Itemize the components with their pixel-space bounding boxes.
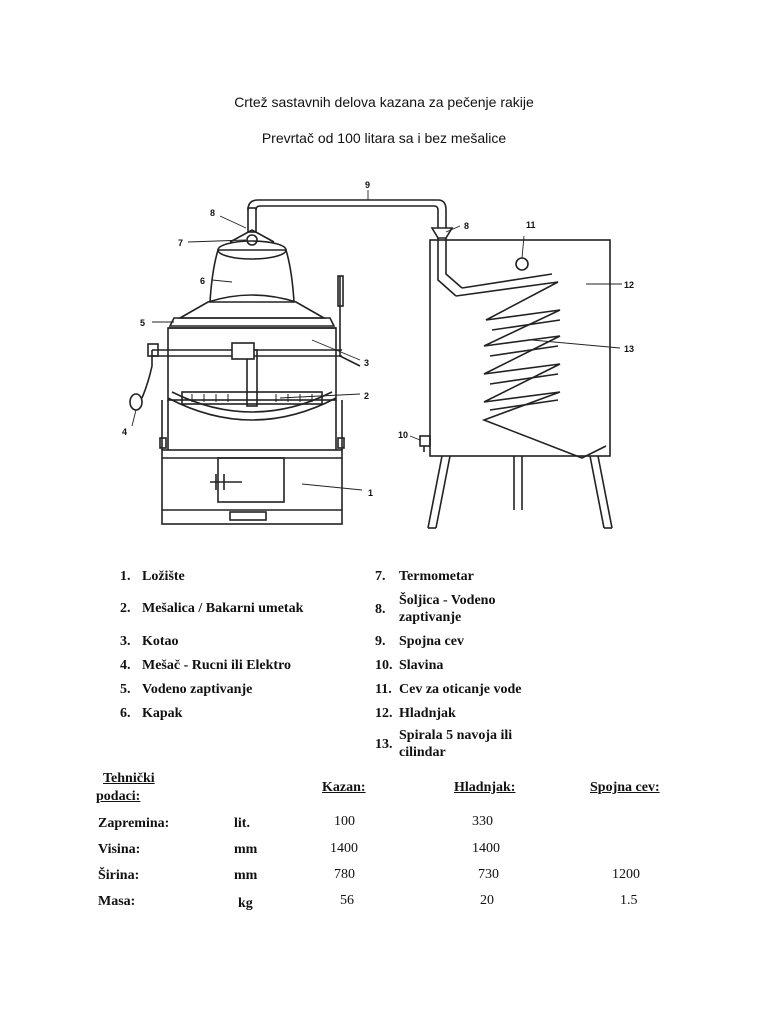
page-title: Crtež sastavnih delova kazana za pečenje rakije (234, 94, 534, 110)
cell-hladnjak: 330 (472, 814, 493, 829)
callout-8-right: 8 (464, 221, 470, 231)
legend-num: 9. (375, 634, 386, 649)
legend-num: 11. (375, 682, 392, 697)
legend-label: Termometar (399, 569, 474, 584)
row-unit: lit. (234, 816, 250, 831)
legend-num: 6. (120, 706, 131, 721)
legend-num: 2. (120, 601, 131, 616)
stirrer-paddle (182, 392, 322, 404)
legend-item (120, 657, 350, 674)
legend-num: 1. (120, 569, 131, 584)
callout-1: 1 (368, 488, 374, 498)
legend-label: Cev za oticanje vode (399, 682, 522, 697)
row-unit: mm (234, 868, 258, 883)
legend-label: Kapak (142, 706, 183, 721)
callout-4: 4 (122, 427, 128, 437)
cell-hladnjak: 1400 (472, 841, 500, 856)
legend-item (375, 568, 535, 585)
thermometer (247, 235, 257, 245)
callout-6: 6 (200, 276, 206, 286)
legend-label: Ložište (142, 569, 185, 584)
cell-kazan: 780 (334, 867, 355, 882)
seal-cup (432, 228, 452, 238)
boiler-group (130, 208, 360, 524)
legend-label: Spirala 5 navoja ili cilindar (399, 728, 513, 760)
callout-11: 11 (526, 220, 536, 230)
legend-item (120, 705, 320, 722)
callout-13: 13 (624, 344, 635, 354)
connecting-pipe (248, 200, 446, 228)
cell-spojna: 1.5 (620, 893, 638, 908)
row-label: Visina: (98, 842, 141, 857)
legend-num: 3. (120, 634, 131, 649)
cell-kazan: 100 (334, 814, 355, 829)
callout-7: 7 (178, 238, 184, 248)
legend-item (375, 705, 555, 722)
callout-12: 12 (624, 280, 635, 290)
lid-rim (170, 318, 334, 326)
legend-label: Spojna cev (399, 634, 464, 649)
legend-num: 10. (375, 658, 393, 673)
legend-item (375, 633, 535, 650)
page-subtitle: Prevrtač od 100 litara sa i bez mešalice (261, 130, 507, 146)
legend-label: Slavina (399, 658, 444, 673)
callout-9: 9 (365, 180, 371, 190)
legend-label: Šoljica - Vodeno zaptivanje (399, 593, 496, 625)
column-header-hladnjak: Hladnjak: (454, 780, 516, 795)
callout-3: 3 (364, 358, 370, 368)
firebox (162, 450, 342, 524)
cooler-tank (430, 240, 610, 456)
tap[interactable] (420, 436, 430, 446)
firebox-door (218, 458, 284, 502)
tech-heading-line2: podaci: (96, 789, 141, 804)
column-header-spojna: Spojna cev: (590, 780, 660, 795)
cooler-group (420, 228, 612, 528)
row-unit: mm (234, 842, 258, 857)
legend-num: 13. (375, 736, 393, 752)
lid-dome (180, 295, 324, 318)
legend-num: 8. (375, 601, 386, 617)
legend-item (375, 681, 555, 698)
row-label: Zapremina: (98, 816, 170, 831)
legend-label: Mešalica / Bakarni umetak (142, 601, 304, 616)
cell-kazan: 1400 (330, 841, 358, 856)
callout-10: 10 (398, 430, 409, 440)
callout-5: 5 (140, 318, 146, 328)
cell-hladnjak: 20 (480, 893, 494, 908)
tech-heading-line1: Tehnički (103, 771, 155, 786)
legend-item (120, 600, 350, 617)
legend-label: Mešač - Rucni ili Elektro (142, 658, 292, 673)
row-label: Širina: (98, 868, 140, 883)
cooler-coil (456, 282, 606, 458)
legend-num: 5. (120, 682, 131, 697)
legend-num: 12. (375, 706, 393, 721)
kettle-body (168, 328, 336, 400)
legend-label: Hladnjak (399, 706, 456, 721)
legend-label: Vodeno zaptivanje (142, 682, 253, 697)
cell-kazan: 56 (340, 893, 354, 908)
drain-outlet (516, 258, 528, 270)
legend-num: 4. (120, 658, 131, 673)
callout-8-left: 8 (210, 208, 216, 218)
legend-item (375, 657, 555, 674)
crank-handle[interactable] (142, 350, 152, 398)
callout-2: 2 (364, 391, 370, 401)
still-diagram (112, 170, 656, 540)
legend-item (120, 633, 320, 650)
cell-spojna: 1200 (612, 867, 640, 882)
legend-item (120, 681, 350, 698)
legend-item (120, 568, 320, 585)
legend-label: Kotao (142, 634, 179, 649)
column-header-kazan: Kazan: (322, 780, 366, 795)
row-label: Masa: (98, 894, 136, 909)
legend-num: 7. (375, 569, 386, 584)
row-unit: kg (238, 896, 253, 911)
legend-item (375, 592, 535, 626)
legend-item (375, 727, 535, 761)
cell-hladnjak: 730 (478, 867, 499, 882)
